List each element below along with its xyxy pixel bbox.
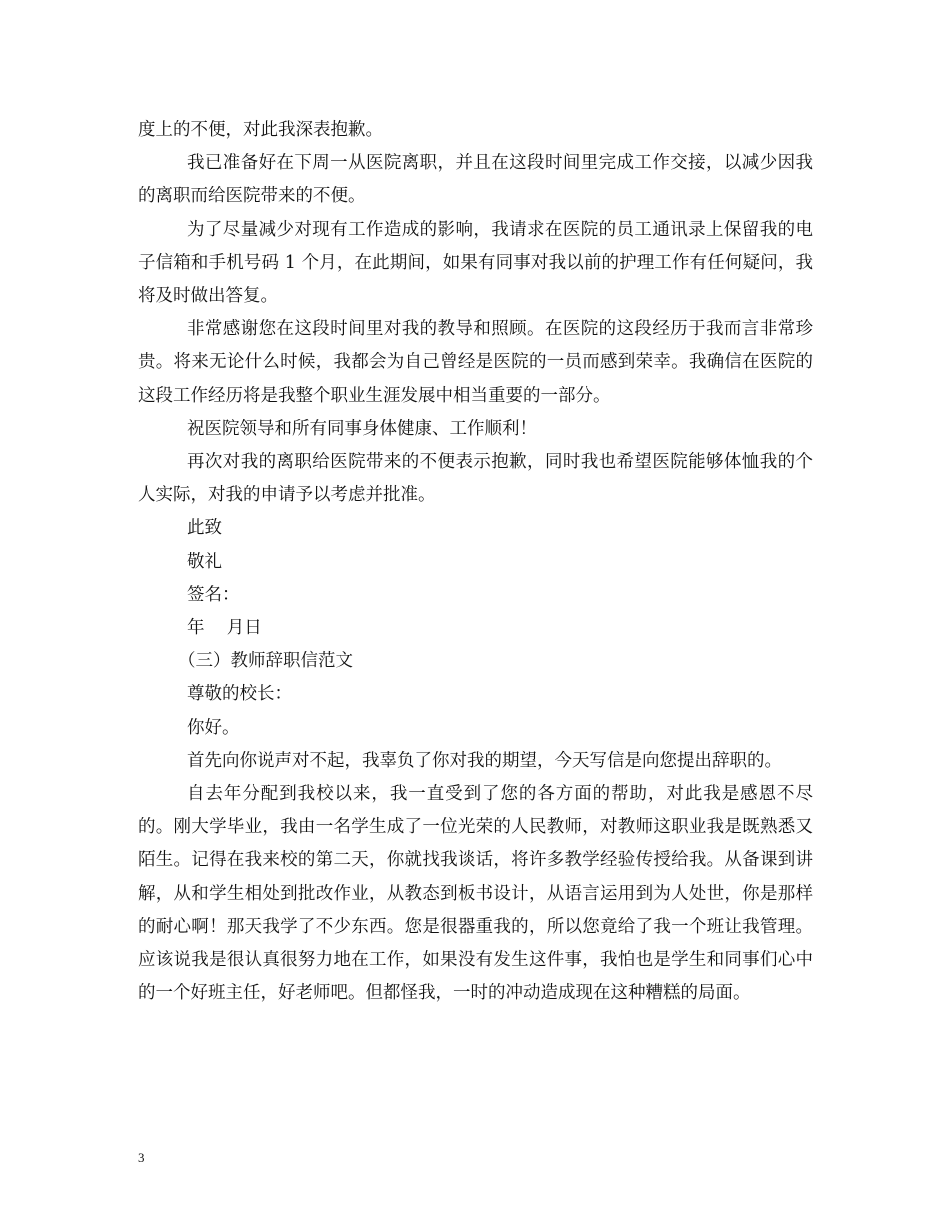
closing-salutation-2: 敬礼 <box>187 551 222 572</box>
letter2-hello: 你好。 <box>187 717 240 738</box>
document-body <box>138 114 813 1010</box>
date-line: 年 月日 <box>187 618 262 639</box>
paragraph-continuation: 度上的不便，对此我深表抱歉。 <box>138 120 383 140</box>
paragraph-gratitude: 非常感谢您在这段时间里对我的教导和照顾。在医院的这段经历于我而言非常珍贵。将来无论什么时候，我都会为自己曾经是医院的一员而感到荣幸。我确信在医院的这段工作经历将是我整个职业生涯发展中相当重要的一部分。 <box>138 319 813 406</box>
page-number: 3 <box>138 1150 145 1165</box>
paragraph-contact-request: 为了尽量减少对现有工作造成的影响，我请求在医院的员工通讯录上保留我的电子信箱和手机号码 1 个月，在此期间，如果有同事对我以前的护理工作有任何疑问，我将及时做出答复。 <box>138 219 813 307</box>
paragraph-handover: 我已准备好在下周一从医院离职，并且在这段时间里完成工作交接，以减少因我的离职而给医院带来的不便。 <box>138 153 813 207</box>
paragraph-wishes: 祝医院领导和所有同事身体健康、工作顺利！ <box>187 418 537 439</box>
paragraph-apology: 再次对我的离职给医院带来的不便表示抱歉，同时我也希望医院能够体恤我的个人实际，对我的申请予以考虑并批准。 <box>138 452 813 506</box>
letter2-greeting: 尊敬的校长： <box>187 684 292 705</box>
letter2-paragraph-apology: 首先向你说声对不起，我辜负了你对我的期望，今天写信是向您提出辞职的。 <box>187 750 782 771</box>
section-heading: （三）教师辞职信范文 <box>178 651 353 672</box>
closing-salutation-1: 此致 <box>187 518 222 539</box>
letter2-paragraph-story: 自去年分配到我校以来，我一直受到了您的各方面的帮助，对此我是感恩不尽的。刚大学毕业，我由一名学生成了一位光荣的人民教师，对教师这职业我是既熟悉又陌生。记得在我来校的第二天，你就找我谈话，将许多教学经验传授给我。从备课到讲解，从和学生相处到批改作业，从教态到板书设计，从语言运用到为人处世，你是那样的耐心啊！那天我学了不少东西。您是很器重我的，所以您竟给了我一个班让我管理。应该说我是很认真很努力地在工作，如果没有发生这件事，我怕也是学生和同事们心中的一个好班主任，好老师吧。但都怪我，一时的冲动造成现在这种糟糕的局面。 <box>138 784 813 1004</box>
signature-line: 签名： <box>187 584 240 605</box>
